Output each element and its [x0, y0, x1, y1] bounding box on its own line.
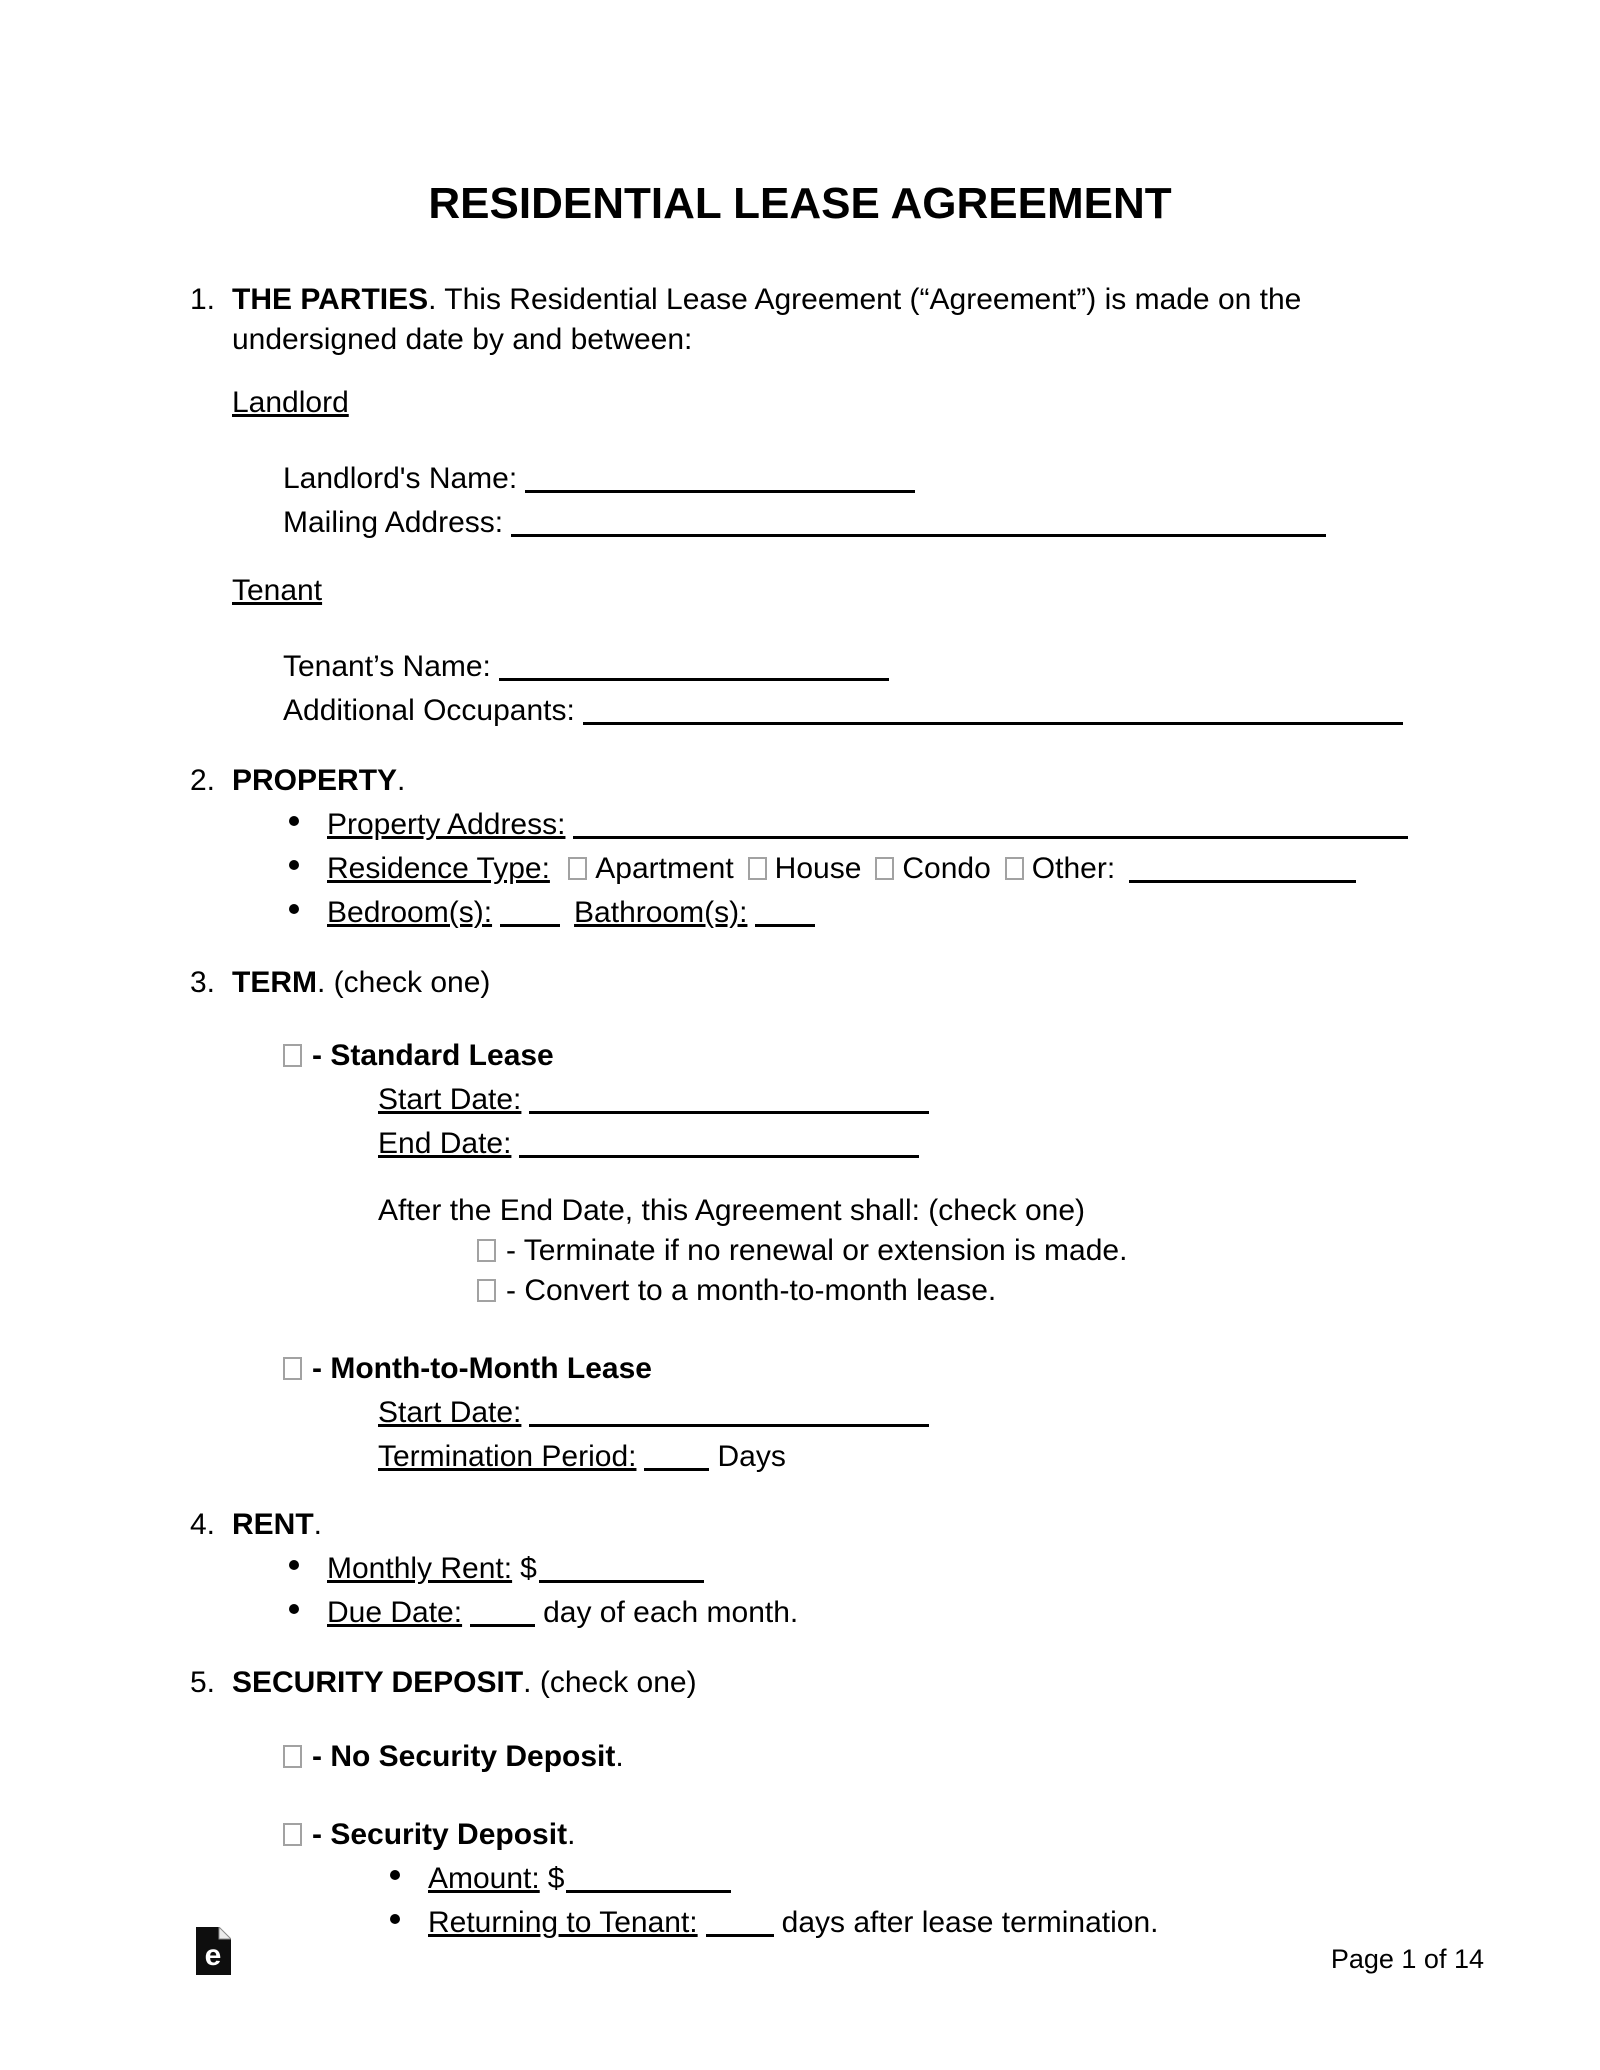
property-address-item	[232, 801, 1410, 845]
termination-period-suffix: Days	[717, 1440, 786, 1473]
end-date-field[interactable]	[519, 1125, 919, 1158]
section-heading-row	[232, 963, 1410, 1003]
mailing-address-row	[283, 499, 1410, 543]
document-title: RESIDENTIAL LEASE AGREEMENT	[428, 179, 1172, 228]
returning-item	[232, 1899, 1410, 1943]
due-date-item	[232, 1589, 1410, 1633]
after-end-date-block	[378, 1191, 1410, 1311]
amount-label: Amount:	[428, 1862, 540, 1895]
bullet-icon	[390, 1870, 400, 1880]
section-heading-row	[232, 1663, 1410, 1703]
bedrooms-bathrooms-item	[232, 889, 1410, 933]
due-date-label: Due Date:	[327, 1596, 463, 1629]
landlord-fields	[283, 455, 1410, 543]
bullet-icon	[289, 860, 299, 870]
mailing-address-label: Mailing Address:	[283, 506, 504, 539]
checkbox-security-deposit[interactable]	[283, 1823, 302, 1846]
residence-type-label: Residence Type:	[327, 852, 550, 885]
termination-period-row	[378, 1433, 1410, 1477]
due-date-field[interactable]	[470, 1594, 535, 1627]
bedrooms-label: Bedroom(s):	[327, 896, 493, 929]
section-rent	[190, 1505, 1410, 1633]
option-other-label: Other:	[1031, 852, 1116, 885]
property-address-label: Property Address:	[327, 808, 566, 841]
document-icon	[196, 1927, 231, 1975]
due-date-suffix: day of each month.	[543, 1596, 799, 1629]
section-heading: TERM	[232, 966, 317, 999]
standard-lease-label: - Standard Lease	[312, 1039, 554, 1072]
tenant-fields	[283, 643, 1410, 731]
tenant-name-field[interactable]	[499, 648, 889, 681]
security-deposit-suffix: .	[567, 1818, 576, 1851]
start-date-label: Start Date:	[378, 1083, 522, 1116]
landlord-name-field[interactable]	[525, 460, 915, 493]
month-to-month-dates	[378, 1389, 1410, 1477]
monthly-rent-currency: $	[520, 1552, 537, 1585]
convert-option-row	[477, 1271, 1410, 1311]
start-date-row	[378, 1076, 1410, 1120]
section-number: 5.	[190, 1666, 216, 1699]
section-number: 4.	[190, 1508, 216, 1541]
section-security-deposit	[190, 1663, 1410, 1943]
bullet-icon	[289, 1604, 299, 1614]
mailing-address-field[interactable]	[511, 504, 1326, 537]
landlord-name-row	[283, 455, 1410, 499]
checkbox-standard-lease[interactable]	[283, 1044, 302, 1067]
section-the-parties	[190, 280, 1410, 731]
section-intro	[232, 280, 1402, 360]
bathrooms-field[interactable]	[755, 894, 815, 927]
bedrooms-field[interactable]	[500, 894, 560, 927]
standard-lease-dates	[378, 1076, 1410, 1164]
page-number: Page 1 of 14	[1330, 1944, 1484, 1974]
security-deposit-label: - Security Deposit	[312, 1818, 568, 1851]
document-content	[190, 180, 1410, 1943]
section-heading-row	[232, 1505, 1410, 1545]
logo-letter: e	[204, 1939, 222, 1972]
additional-occupants-label: Additional Occupants:	[283, 694, 575, 727]
additional-occupants-row	[283, 687, 1410, 731]
m2m-start-date-field[interactable]	[529, 1394, 929, 1427]
section-number: 1.	[190, 283, 216, 316]
section-property	[190, 761, 1410, 933]
additional-occupants-field[interactable]	[583, 692, 1403, 725]
bullet-icon	[289, 904, 299, 914]
returning-label: Returning to Tenant:	[428, 1906, 698, 1939]
section-heading-row	[232, 761, 1410, 801]
convert-option-label: - Convert to a month-to-month lease.	[506, 1274, 997, 1307]
section-heading: THE PARTIES	[232, 283, 429, 316]
section-term	[190, 963, 1410, 1477]
end-date-label: End Date:	[378, 1127, 512, 1160]
option-condo-label: Condo	[902, 852, 991, 885]
section-intro-text: . This Residential Lease Agreement (“Agreement”) is made on the undersigned date by and between:	[232, 283, 1302, 356]
checkbox-terminate[interactable]	[477, 1239, 496, 1262]
bathrooms-label: Bathroom(s):	[574, 896, 748, 929]
section-heading: PROPERTY	[232, 764, 398, 797]
checkbox-other[interactable]	[1005, 857, 1024, 880]
property-address-field[interactable]	[573, 806, 1408, 839]
section-heading-suffix: .	[397, 764, 406, 797]
other-residence-field[interactable]	[1129, 850, 1356, 883]
section-heading-suffix: .	[313, 1508, 323, 1541]
terminate-option-row	[477, 1231, 1410, 1271]
bullet-icon	[390, 1914, 400, 1924]
amount-currency: $	[547, 1862, 565, 1895]
returning-days-field[interactable]	[706, 1904, 774, 1937]
after-end-date-text: After the End Date, this Agreement shall: (check one)	[378, 1194, 1086, 1227]
tenant-name-row	[283, 643, 1410, 687]
section-heading-suffix: . (check one)	[317, 966, 491, 999]
section-number: 3.	[190, 966, 216, 999]
monthly-rent-field[interactable]	[539, 1550, 704, 1583]
termination-period-field[interactable]	[644, 1438, 709, 1471]
residence-type-item	[232, 845, 1410, 889]
start-date-field[interactable]	[529, 1081, 929, 1114]
section-heading: SECURITY DEPOSIT	[232, 1666, 524, 1699]
terminate-option-label: - Terminate if no renewal or extension is made.	[506, 1234, 1128, 1267]
option-apartment-label: Apartment	[595, 852, 734, 885]
no-security-deposit-label: - No Security Deposit	[312, 1740, 616, 1773]
section-heading: RENT	[232, 1508, 314, 1541]
landlord-heading: Landlord	[232, 386, 349, 419]
month-to-month-row	[283, 1349, 1410, 1389]
landlord-name-label: Landlord's Name:	[283, 462, 518, 495]
tenant-name-label: Tenant’s Name:	[283, 650, 491, 683]
monthly-rent-item	[232, 1545, 1410, 1589]
option-house-label: House	[774, 852, 862, 885]
no-security-deposit-row	[283, 1737, 1410, 1777]
deposit-amount-item	[232, 1855, 1410, 1899]
bullet-icon	[289, 816, 299, 826]
m2m-start-date-row	[378, 1389, 1410, 1433]
returning-suffix: days after lease termination.	[781, 1906, 1159, 1939]
bullet-icon	[289, 1560, 299, 1570]
amount-field[interactable]	[566, 1860, 731, 1893]
checkbox-convert[interactable]	[477, 1279, 496, 1302]
end-date-row	[378, 1120, 1410, 1164]
standard-lease-row	[283, 1036, 1410, 1076]
month-to-month-label: - Month-to-Month Lease	[312, 1352, 652, 1385]
checkbox-house[interactable]	[748, 857, 767, 880]
eforms-logo-icon	[196, 1927, 231, 1975]
no-security-deposit-suffix: .	[615, 1740, 624, 1773]
section-heading-suffix: . (check one)	[523, 1666, 697, 1699]
checkbox-month-to-month[interactable]	[283, 1357, 302, 1380]
section-number: 2.	[190, 764, 216, 797]
checkbox-no-security-deposit[interactable]	[283, 1745, 302, 1768]
checkbox-apartment[interactable]	[568, 857, 587, 880]
monthly-rent-label: Monthly Rent:	[327, 1552, 513, 1585]
m2m-start-date-label: Start Date:	[378, 1396, 522, 1429]
tenant-heading: Tenant	[232, 574, 323, 607]
termination-period-label: Termination Period:	[378, 1440, 637, 1473]
checkbox-condo[interactable]	[875, 857, 894, 880]
security-deposit-row	[283, 1815, 1410, 1855]
